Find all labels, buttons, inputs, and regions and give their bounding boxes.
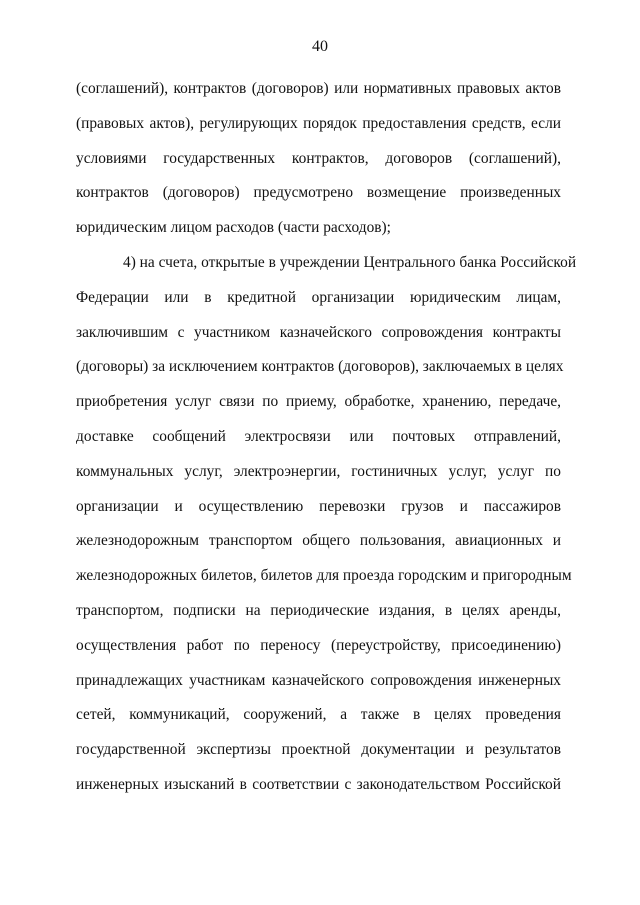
text-line: (соглашений), контрактов (договоров) или нормативных правовых актов (76, 80, 561, 97)
text-line: государственной экспертизы проектной документации и результатов (76, 741, 561, 759)
text-line: сетей, коммуникаций, сооружений, а также в целях проведения (76, 706, 561, 724)
text-line: доставке сообщений электросвязи или почтовых отправлений, (76, 427, 561, 445)
document-body (76, 72, 577, 803)
text-line: контрактов (договоров) предусмотрено возмещение произведенных (76, 184, 561, 202)
text-line: транспортом, подписки на периодические издания, в целях аренды, (76, 601, 561, 619)
text-line: (правовых актов), регулирующих порядок предоставления средств, если (76, 114, 561, 132)
text-line: инженерных изысканий в соответствии с законодательством Российской (76, 775, 561, 793)
text-line: организации и осуществлению перевозки грузов и пассажиров (76, 497, 561, 515)
text-line: условиями государственных контрактов, договоров (соглашений), (76, 149, 561, 167)
text-line: приобретения услуг связи по приему, обработке, хранению, передаче, (76, 393, 561, 411)
text-line: заключившим с участником казначейского сопровождения контракты (76, 323, 561, 341)
page-number: 40 (312, 38, 328, 55)
text-line: (договоры) за исключением контрактов (договоров), заключаемых в целях (76, 358, 564, 376)
text-line: коммунальных услуг, электроэнергии, гостиничных услуг, услуг по (76, 462, 561, 480)
text-line: осуществления работ по переносу (переустройству, присоединению) (76, 636, 561, 654)
text-line: принадлежащих участникам казначейского сопровождения инженерных (76, 671, 561, 689)
text-line: Федерации или в кредитной организации юридическим лицам, (76, 288, 561, 306)
text-line: железнодорожных билетов, билетов для проезда городским и пригородным (76, 567, 572, 585)
paragraph-start-line: 4) на счета, открытые в учреждении Центрального банка Российской (123, 253, 577, 271)
text-line: юридическим лицом расходов (части расходов); (76, 219, 391, 237)
text-line: железнодорожным транспортом общего пользования, авиационных и (76, 532, 561, 550)
